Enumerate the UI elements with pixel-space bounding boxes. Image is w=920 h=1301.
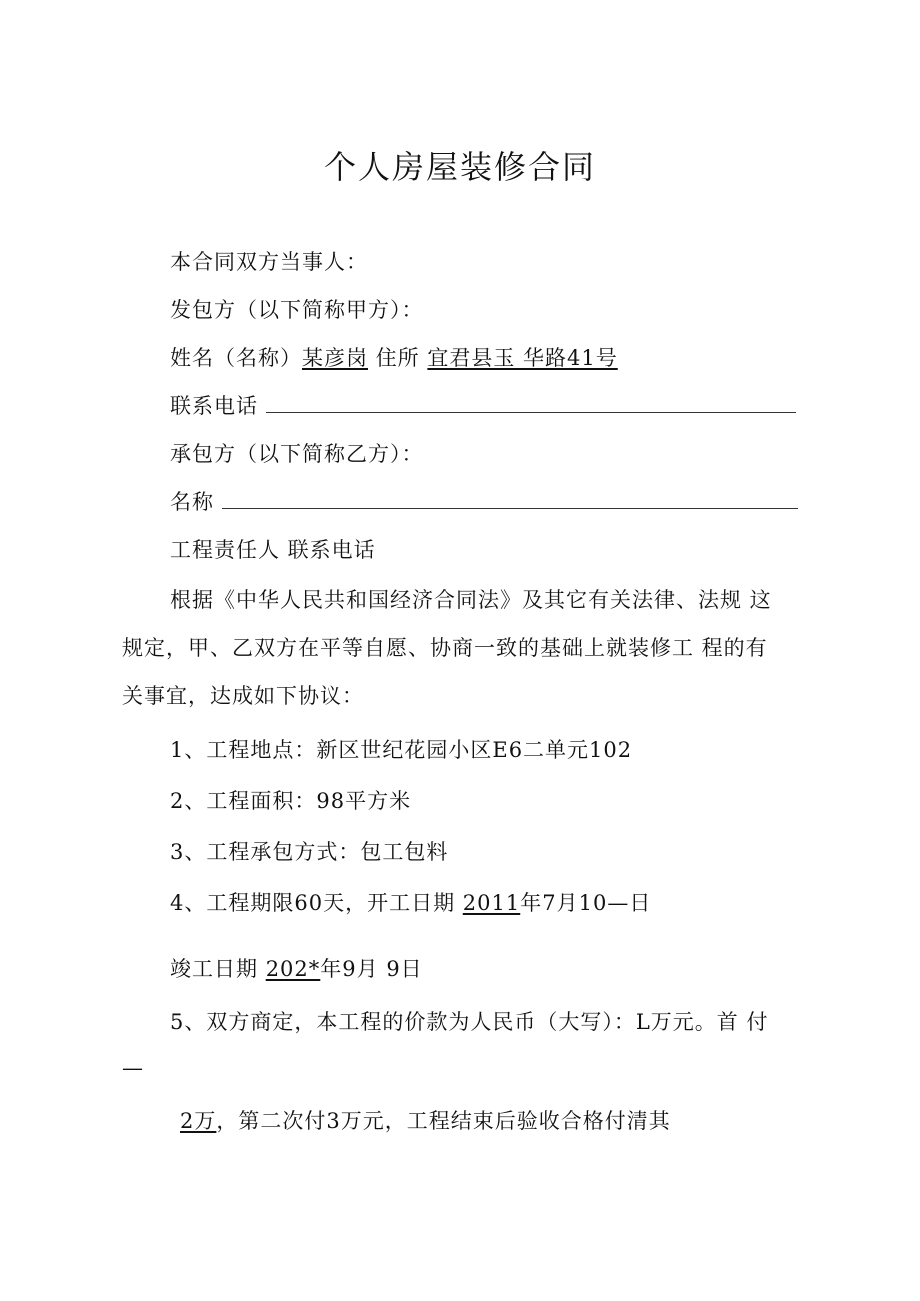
clause-5-line-2: [180, 1107, 671, 1135]
clause-4: [170, 889, 651, 917]
b-name-blank: [222, 488, 798, 509]
first-payment-amount: 2万: [180, 1109, 217, 1133]
phone-label: 联系电话: [170, 394, 258, 418]
address-label: 住所: [375, 346, 420, 370]
completion-label: 竣工日期: [170, 957, 258, 981]
party-a-name-line: [170, 344, 618, 372]
name-value: 某彦岗: [302, 346, 368, 370]
document-title: 个人房屋装修合同: [323, 148, 596, 186]
party-b-name-line: [170, 488, 798, 516]
parties-intro: 本合同双方当事人：: [170, 250, 368, 274]
clause-5-line-1: 5、双方商定，本工程的价款为人民币（大写）：L万元。首 付: [170, 1010, 769, 1034]
clause-4-prefix: 4、工程期限60天，开工日期: [170, 891, 456, 915]
party-a-phone-line: [170, 392, 796, 420]
party-b-heading: 承包方（以下简称乙方）：: [170, 442, 424, 466]
clause-4-suffix: 年7月10—日: [520, 891, 652, 915]
clause-5-rest: ，第二次付3万元，工程结束后验收合格付清其: [216, 1109, 671, 1133]
clause-5-dash: —: [122, 1056, 144, 1080]
phone-blank: [266, 392, 796, 413]
b-name-label: 名称: [170, 490, 214, 514]
party-a-heading: 发包方（以下简称甲方）：: [170, 298, 424, 322]
preamble-line-3: 关事宜，达成如下协议：: [122, 684, 364, 708]
clause-1: 1、工程地点：新区世纪花园小区E6二单元102: [170, 738, 633, 762]
completion-year: 202*: [265, 957, 321, 981]
responsible-person-line: 工程责任人 联系电话: [170, 538, 376, 562]
preamble-line-2: 规定，甲、乙双方在平等自愿、协商一致的基础上就装修工 程的有: [122, 636, 768, 660]
preamble-line-1: 根据《中华人民共和国经济合同法》及其它有关法律、法规 这: [170, 588, 772, 612]
clause-4-completion: [170, 955, 423, 983]
name-label: 姓名（名称）: [170, 346, 302, 370]
completion-suffix: 年9月 9日: [320, 957, 423, 981]
clause-3: 3、工程承包方式：包工包料: [170, 840, 449, 864]
address-value: 宜君县玉 华路41号: [427, 346, 618, 370]
start-year: 2011: [462, 891, 521, 915]
clause-2: 2、工程面积：98平方米: [170, 789, 412, 813]
